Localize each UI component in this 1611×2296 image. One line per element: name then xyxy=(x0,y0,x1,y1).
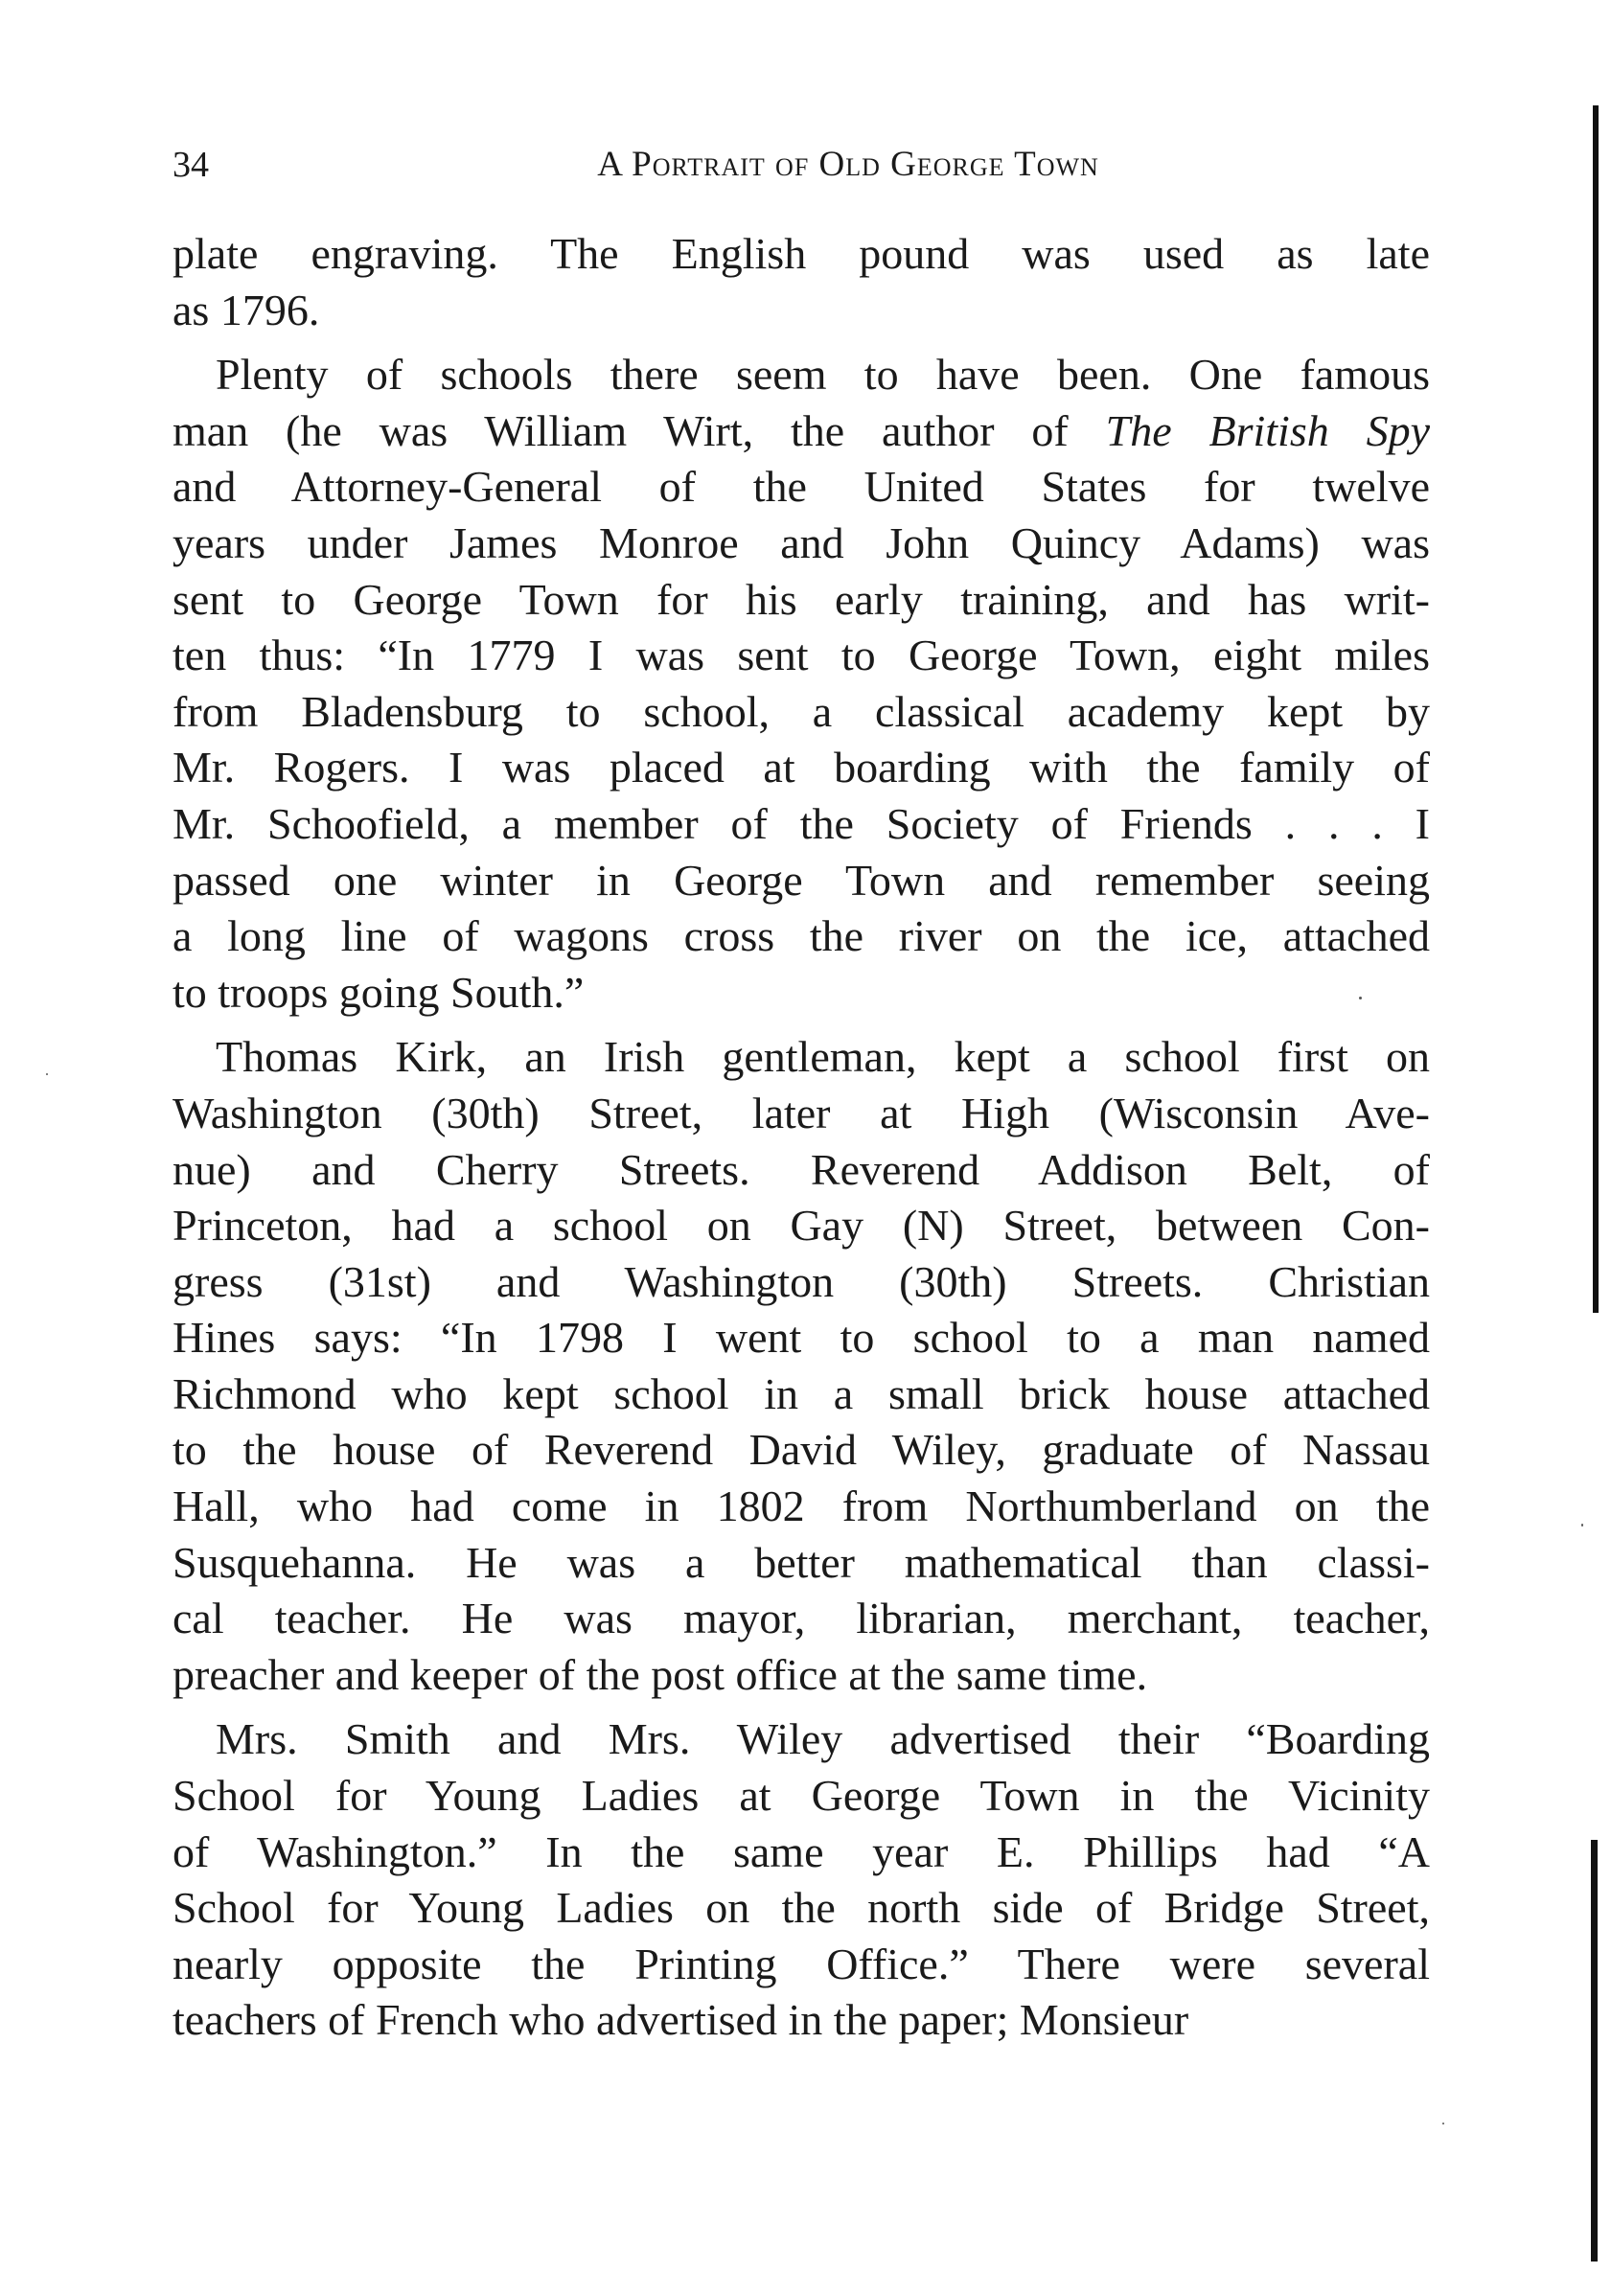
body-text xyxy=(173,226,1430,2049)
text-line: Thomas Kirk, an Irish gentleman, kept a school first on xyxy=(216,1032,1430,1082)
text-line: Princeton, had a school on Gay (N) Street, between Con- xyxy=(173,1201,1430,1251)
text-line: man (he was William Wirt, the author of The British Spy xyxy=(173,405,1430,455)
text-line: Hall, who had come in 1802 from Northumberland on the xyxy=(173,1481,1430,1531)
italic-title: The British Spy xyxy=(1105,405,1430,455)
scan-speck xyxy=(1359,997,1362,999)
text-line: years under James Monroe and John Quincy Adams) was xyxy=(173,517,1430,567)
text-line: Richmond who kept school in a small brick house attached xyxy=(173,1368,1430,1418)
text-line: Plenty of schools there seem to have been. One famous xyxy=(216,350,1430,400)
text-line: of Washington.” In the same year E. Phillips had “A xyxy=(173,1826,1430,1876)
text-line: and Attorney-General of the United States for twelve xyxy=(173,462,1430,512)
text-line: to the house of Reverend David Wiley, graduate of Nassau xyxy=(173,1425,1430,1475)
book-title: A Portrait of Old George Town xyxy=(597,145,1099,184)
text-line: passed one winter in George Town and remember seeing xyxy=(173,855,1430,905)
text-line: plate engraving. The English pound was used as late xyxy=(173,229,1430,278)
text-line: gress (31st) and Washington (30th) Streets. Christian xyxy=(173,1256,1430,1306)
text-line: Mr. Schoofield, a member of the Society of Friends . . . I xyxy=(173,798,1430,848)
text-line: a long line of wagons cross the river on the ice, attached xyxy=(173,911,1430,961)
text-line: Susquehanna. He was a better mathematical than classi- xyxy=(173,1537,1430,1587)
text-line: sent to George Town for his early training, and has writ- xyxy=(173,574,1430,624)
text-line: teachers of French who advertised in the paper; Monsieur xyxy=(173,1995,1189,2045)
text-line: Mrs. Smith and Mrs. Wiley advertised their “Boarding xyxy=(216,1714,1430,1764)
text-line: Mr. Rogers. I was placed at boarding with the family of xyxy=(173,743,1430,792)
paragraph-gap xyxy=(173,338,1430,347)
text-line: Washington (30th) Street, later at High (Wisconsin Ave- xyxy=(173,1088,1430,1137)
paragraph xyxy=(173,1711,1430,2049)
text-line: to troops going South.” xyxy=(173,967,585,1017)
paragraph-gap xyxy=(173,1703,1430,1711)
text-line: School for Young Ladies at George Town in the Vicinity xyxy=(173,1771,1430,1821)
paragraph xyxy=(173,226,1430,338)
paragraph xyxy=(173,1029,1430,1703)
text-line: School for Young Ladies on the north side of Bridge Street, xyxy=(173,1883,1430,1933)
text-line: nearly opposite the Printing Office.” There were several xyxy=(173,1939,1430,1988)
page-number: 34 xyxy=(173,145,209,185)
text-line: ten thus: “In 1779 I was sent to George Town, eight miles xyxy=(173,631,1430,680)
running-head xyxy=(173,136,1438,194)
scan-edge-mark xyxy=(1591,1840,1598,2262)
scan-speck xyxy=(46,1073,48,1075)
text-line: cal teacher. He was mayor, librarian, merchant, teacher, xyxy=(173,1594,1430,1643)
text-line: preacher and keeper of the post office at the same time. xyxy=(173,1649,1148,1699)
paragraph xyxy=(173,347,1430,1021)
scan-edge-mark xyxy=(1593,105,1599,1313)
text-line: nue) and Cherry Streets. Reverend Addison Belt, of xyxy=(173,1144,1430,1194)
text-line: from Bladensburg to school, a classical academy kept by xyxy=(173,686,1430,736)
scan-speck xyxy=(1442,2123,1444,2124)
paragraph-gap xyxy=(173,1021,1430,1029)
text-line: Hines says: “In 1798 I went to school to a man named xyxy=(173,1313,1430,1363)
text-line: as 1796. xyxy=(173,285,320,334)
scan-speck xyxy=(1581,1524,1583,1527)
